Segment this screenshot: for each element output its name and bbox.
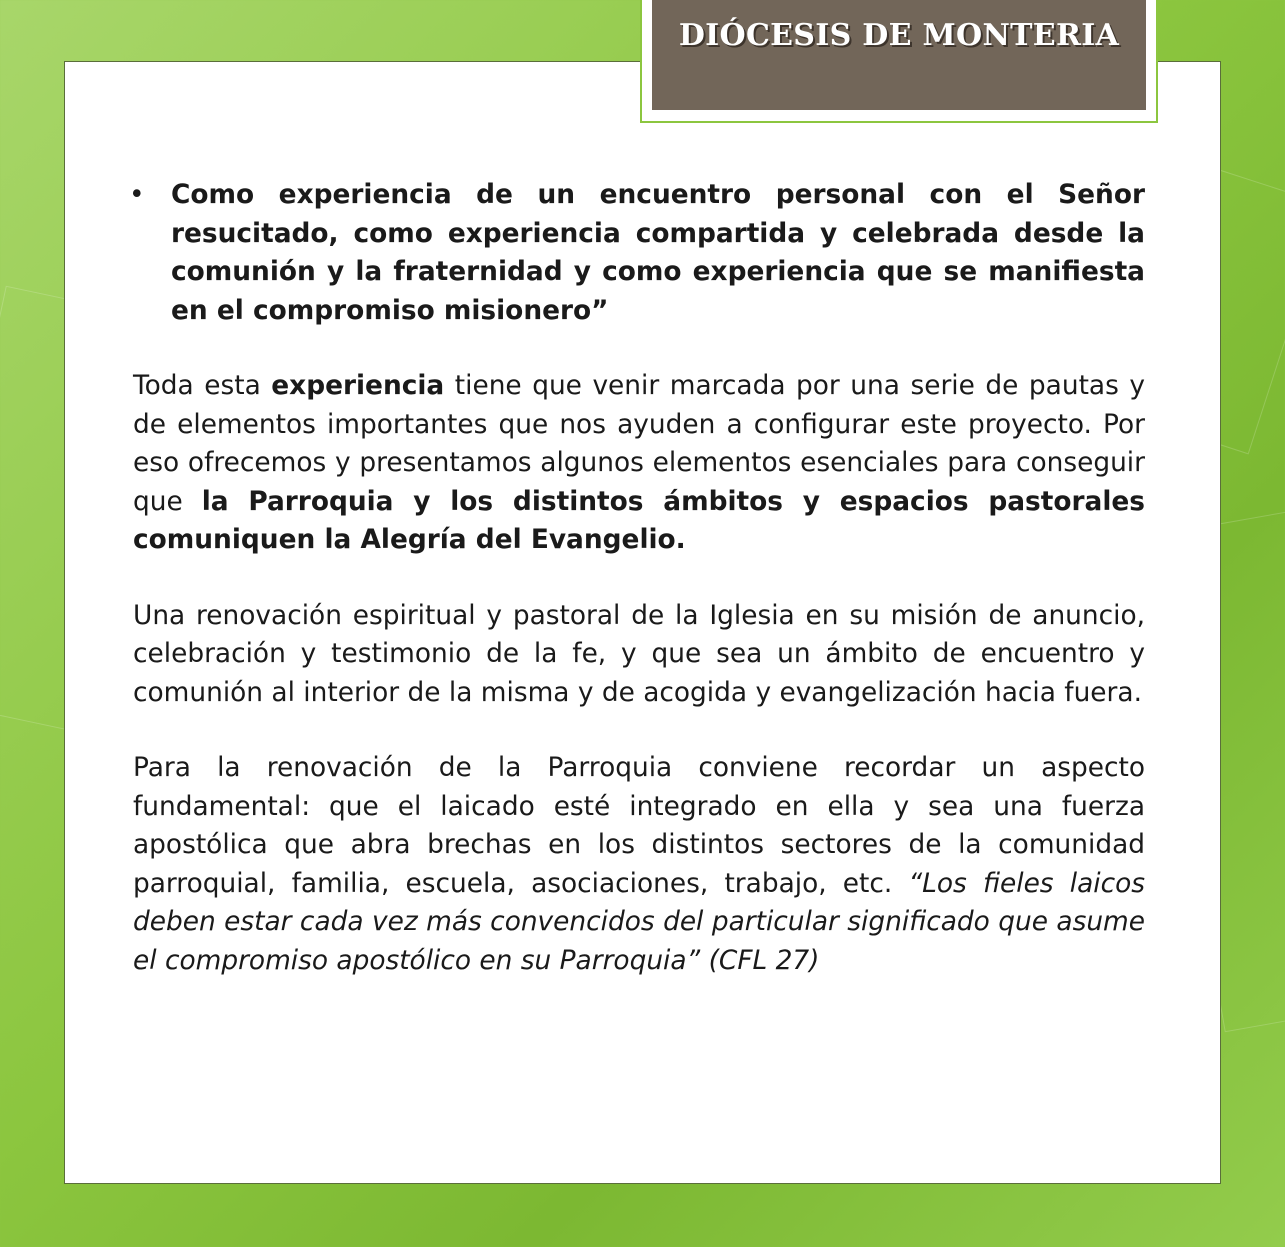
paragraph-1 [133,367,1145,560]
paragraph-3 [133,749,1145,980]
title-box [652,0,1146,110]
paragraph-2 [133,597,1145,713]
bullet-dot: • [129,179,145,210]
paragraph-3-text: Para la renovación de la Parroquia conviene recordar un aspecto fundamental: que el laicado esté integrado en ella y sea una fuerza apostólica que abra brechas en los distintos sectores de la comunidad parroquial, familia, escuela, asociaciones, trabajo, etc. [133,752,1145,899]
paragraph-1-bold-a: experiencia [271,370,445,401]
paragraph-3-quote: “Los fieles laicos deben estar cada vez más convencidos del particular significado que asume el compromiso apostólico en su Parroquia” (CFL 27) [133,867,1145,976]
paragraph-2-text: Una renovación espiritual y pastoral de la Iglesia en su misión de anuncio, celebración y testimonio de la fe, y que sea un ámbito de encuentro y comunión al interior de la misma y de acogida y evangelización hacia fuera. [133,599,1145,708]
paragraph-1-bold-b: la Parroquia y los distintos ámbitos y espacios pastorales comuniquen la Alegría del Evangelio. [133,485,1145,555]
bullet-text: Como experiencia de un encuentro personal con el Señor resucitado, como experiencia compartida y celebrada desde la comunión y la fraternidad y como experiencia que se manifiesta en el compromiso misionero” [171,179,1145,326]
bullet-item [129,176,1145,330]
slide-content [129,176,1145,1017]
paragraph-1-text-a: Toda esta [133,370,272,401]
paragraph-1-text-b: tiene que venir marcada por una serie de pautas y de elementos importantes que nos ayuden a configurar este proyecto. Por eso ofrecemos y presentamos algunos elementos esenciales para conseguir que [133,370,1145,517]
page-title: DIÓCESIS DE MONTERIA [678,18,1120,53]
